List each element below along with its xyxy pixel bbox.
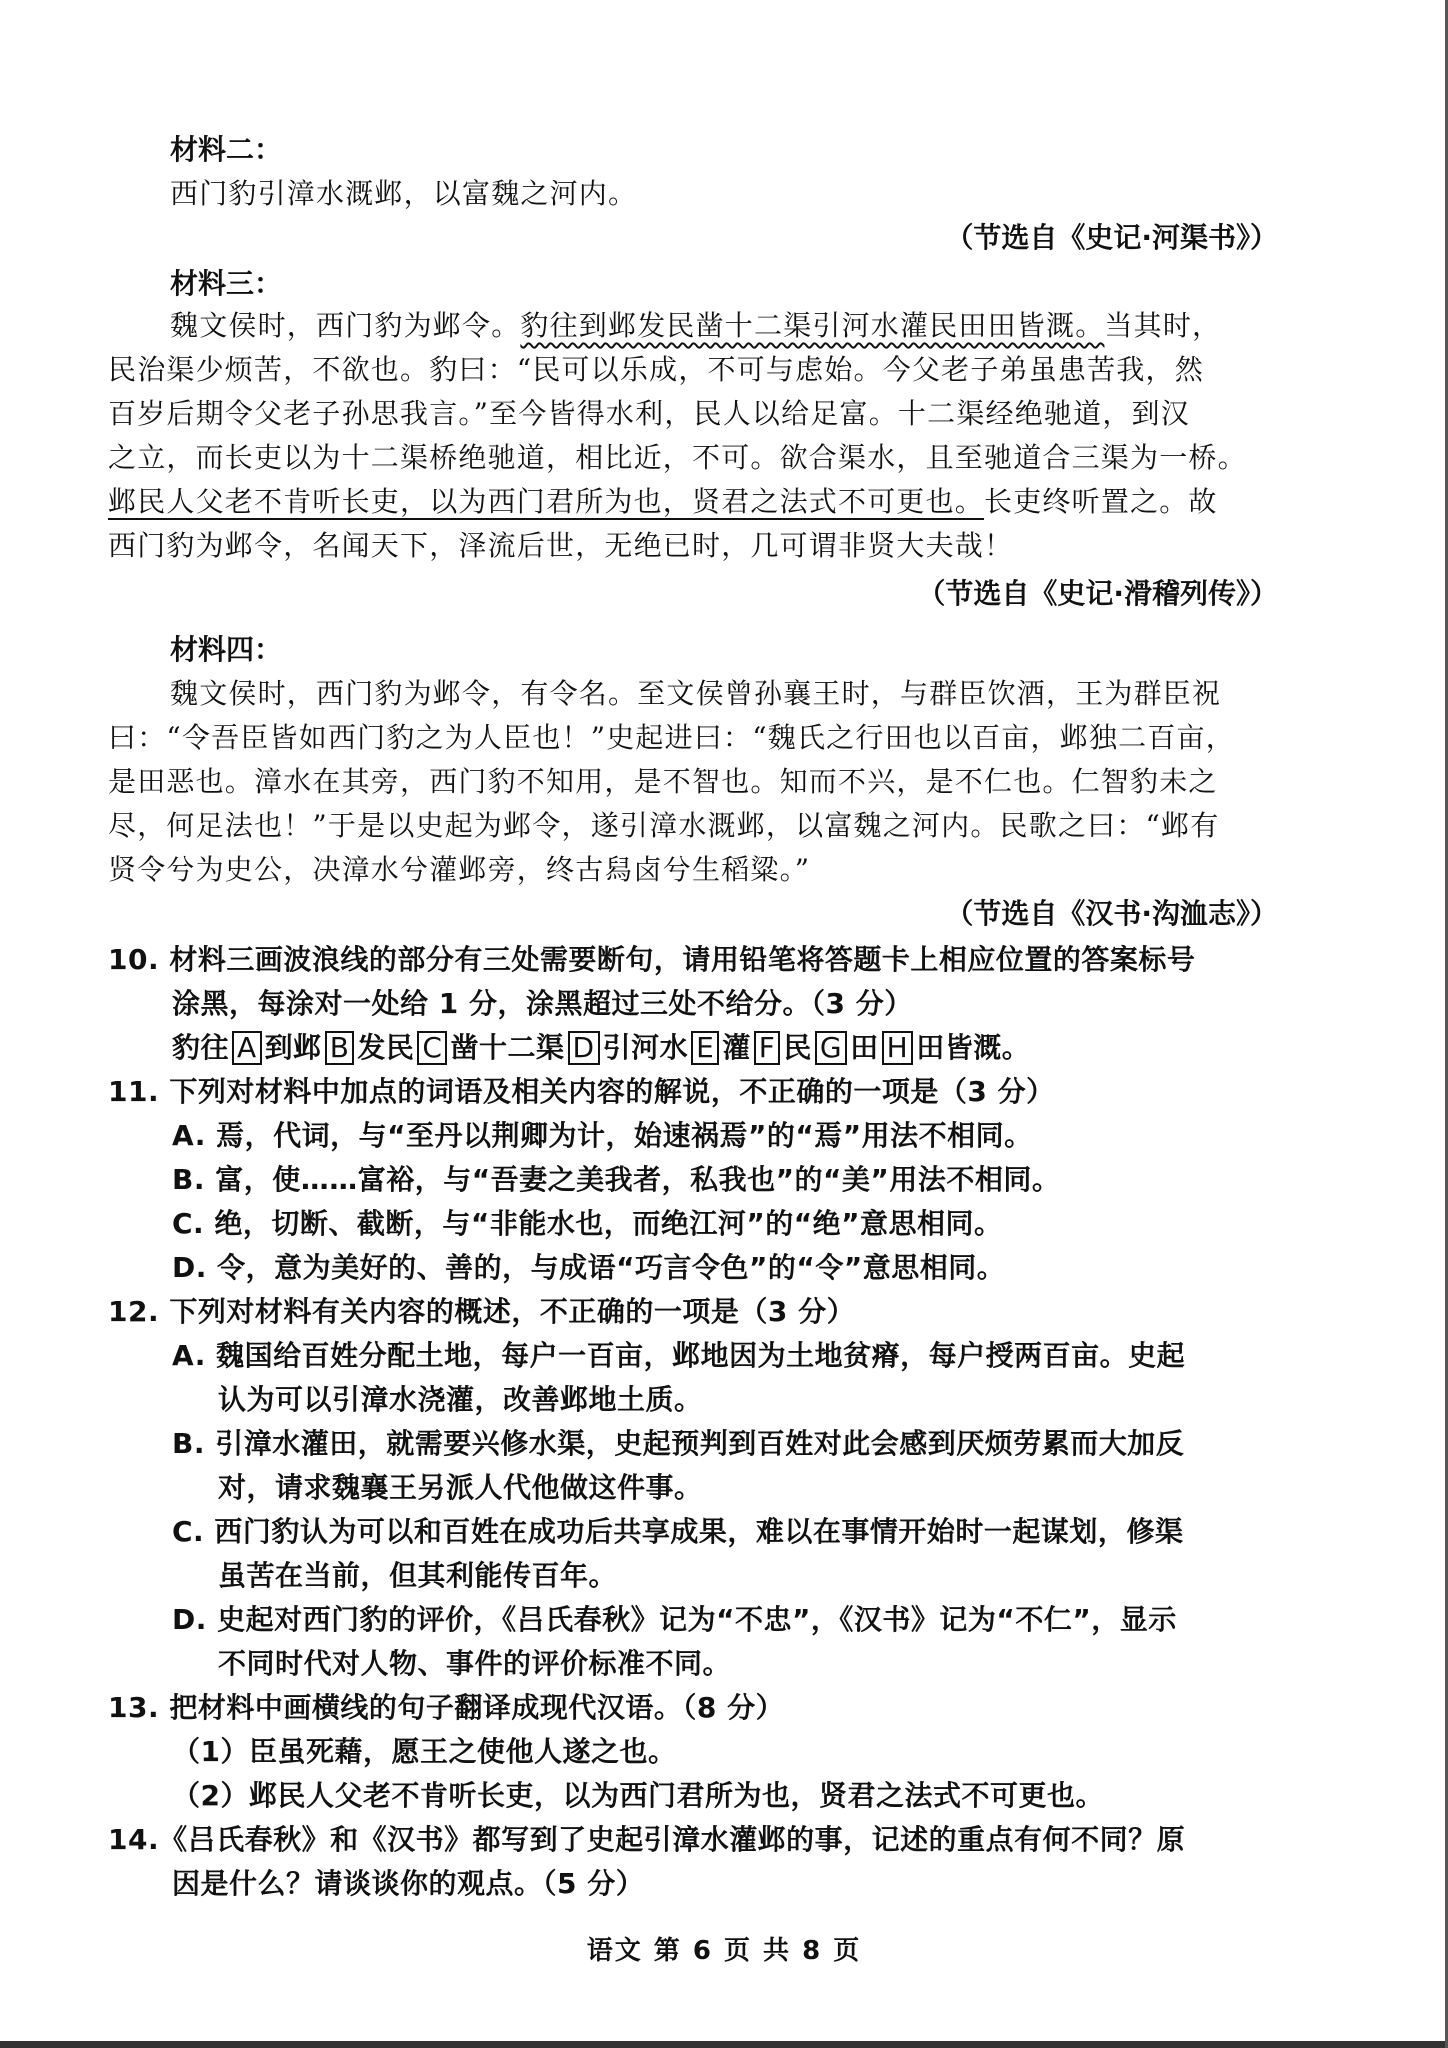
question-14-stem: 14.《吕氏春秋》和《汉书》都写到了史起引漳水灌邺的事，记述的重点有何不同？原	[108, 1823, 1186, 1856]
question-12	[108, 1290, 1308, 1686]
question-11-option-c: C. 绝，切断、截断，与“非能水也，而绝江河”的“绝”意思相同。	[172, 1207, 1003, 1240]
text-span: 当其时，	[1104, 309, 1222, 342]
answer-box-g[interactable]: G	[815, 1031, 847, 1065]
page-footer: 语文 第 6 页 共 8 页	[586, 1936, 862, 1966]
question-14	[108, 1818, 1308, 1906]
question-12-option-a-cont: 认为可以引漳水浇灌，改善邺地土质。	[218, 1383, 703, 1416]
wavy-underlined-sentence: 豹往到邺发民凿十二渠引河水灌民田田皆溉。	[520, 309, 1105, 342]
question-11	[108, 1070, 1308, 1290]
segment: 田	[850, 1031, 879, 1064]
material4-line: 贤令兮为史公，决漳水兮灌邺旁，终古舄卤兮生稻粱。”	[108, 853, 811, 886]
text-span: 魏文侯时，西门豹为邺令。	[170, 309, 521, 342]
material4-text	[108, 672, 1284, 892]
question-11-option-a: A. 焉，代词，与“至丹以荆卿为计，始速祸焉”的“焉”用法不相同。	[172, 1119, 1033, 1152]
segment: 到邺	[264, 1031, 322, 1064]
material4-line: 尽，何足法也！”于是以史起为邺令，遂引漳水溉邺，以富魏之河内。民歌之曰：“邺有	[108, 809, 1220, 842]
answer-box-f[interactable]: F	[754, 1031, 781, 1065]
question-12-option-d-cont: 不同时代对人物、事件的评价标准不同。	[218, 1647, 732, 1680]
question-13-stem: 13. 把材料中画横线的句子翻译成现代汉语。（8 分）	[108, 1691, 785, 1724]
material2-source: （节选自《史记·河渠书》）	[945, 221, 1278, 254]
segment: 豹往	[172, 1031, 230, 1064]
material3-line	[108, 304, 1284, 348]
question-12-option-a: A. 魏国给百姓分配土地，每户一百亩，邺地因为土地贫瘠，每户授两百亩。史起	[172, 1339, 1186, 1372]
material4-line: 魏文侯时，西门豹为邺令，有令名。至文侯曾孙襄王时，与群臣饮酒，王为群臣祝	[170, 677, 1222, 710]
answer-box-h[interactable]: H	[882, 1031, 914, 1065]
text-span: 长吏终听置之。故	[984, 485, 1218, 518]
question-13	[108, 1686, 1308, 1818]
material3-label: 材料三：	[170, 267, 283, 300]
material3-source: （节选自《史记·滑稽列传》）	[917, 577, 1278, 610]
material4-source: （节选自《汉书·沟洫志》）	[945, 897, 1278, 930]
question-10-stem-cont: 涂黑，每涂对一处给 1 分，涂黑超过三处不给分。（3 分）	[172, 987, 913, 1020]
question-10	[108, 938, 1308, 1070]
material2-line: 西门豹引漳水溉邺，以富魏之河内。	[170, 177, 638, 210]
answer-box-c[interactable]: C	[417, 1031, 447, 1065]
question-12-option-b-cont: 对，请求魏襄王另派人代他做这件事。	[218, 1471, 703, 1504]
material3-line: 西门豹为邺令，名闻天下，泽流后世，无绝已时，几可谓非贤大夫哉！	[108, 529, 1014, 562]
segment: 田皆溉。	[916, 1031, 1031, 1064]
scan-border-bottom	[0, 2041, 1448, 2048]
answer-box-e[interactable]: E	[691, 1031, 719, 1065]
material3-line	[108, 480, 1284, 524]
question-12-stem: 12. 下列对材料有关内容的概述，不正确的一项是（3 分）	[108, 1295, 856, 1328]
answer-box-a[interactable]: A	[232, 1031, 262, 1065]
question-14-stem-cont: 因是什么？请谈谈你的观点。（5 分）	[172, 1867, 645, 1900]
material3-text	[108, 304, 1284, 568]
question-11-stem: 11. 下列对材料中加点的词语及相关内容的解说，不正确的一项是（3 分）	[108, 1075, 1055, 1108]
material4-line: 曰：“令吾臣皆如西门豹之为人臣也！”史起进曰：“魏氏之行田也以百亩，邺独二百亩，	[108, 721, 1235, 754]
question-11-option-b: B. 富，使……富裕，与“吾妻之美我者，私我也”的“美”用法不相同。	[172, 1163, 1061, 1196]
question-12-option-b: B. 引漳水灌田，就需要兴修水渠，史起预判到百姓对此会感到厌烦劳累而大加反	[172, 1427, 1185, 1460]
segment: 灌	[722, 1031, 751, 1064]
material3-line: 百岁后期令父老子孙思我言。”至今皆得水利，民人以给足富。十二渠经绝驰道，到汉	[108, 397, 1190, 430]
question-10-stem: 10. 材料三画波浪线的部分有三处需要断句，请用铅笔将答题卡上相应位置的答案标号	[108, 943, 1196, 976]
answer-box-d[interactable]: D	[568, 1031, 600, 1065]
material3-line: 之立，而长吏以为十二渠桥绝驰道，相比近，不可。欲合渠水，且至驰道合三渠为一桥。	[108, 441, 1247, 474]
material3-line: 民治渠少烦苦，不欲也。豹曰：“民可以乐成，不可与虑始。今父老子弟虽患苦我，然	[108, 353, 1204, 386]
material2-label: 材料二：	[170, 133, 283, 166]
segment: 凿十二渠	[450, 1031, 565, 1064]
question-10-segmented-sentence	[108, 1026, 1308, 1070]
segment: 引河水	[602, 1031, 689, 1064]
material4-label: 材料四：	[170, 633, 283, 666]
answer-box-b[interactable]: B	[325, 1031, 355, 1065]
question-12-option-c-cont: 虽苦在当前，但其利能传百年。	[218, 1559, 618, 1592]
question-13-item-1: （1）臣虽死藉，愿王之使他人遂之也。	[172, 1735, 677, 1768]
segment: 发民	[357, 1031, 415, 1064]
material4-line: 是田恶也。漳水在其旁，西门豹不知用，是不智也。知而不兴，是不仁也。仁智豹未之	[108, 765, 1218, 798]
question-12-option-c: C. 西门豹认为可以和百姓在成功后共享成果，难以在事情开始时一起谋划，修渠	[172, 1515, 1184, 1548]
material2-text	[108, 172, 1284, 216]
question-12-option-d: D. 史起对西门豹的评价，《吕氏春秋》记为“不忠”，《汉书》记为“不仁”，显示	[172, 1603, 1177, 1636]
question-11-option-d: D. 令，意为美好的、善的，与成语“巧言令色”的“令”意思相同。	[172, 1251, 1006, 1284]
question-13-item-2: （2）邺民人父老不肯听长吏，以为西门君所为也，贤君之法式不可更也。	[172, 1779, 1104, 1812]
underlined-sentence: 邺民人父老不肯听长吏，以为西门君所为也，贤君之法式不可更也。	[108, 485, 985, 518]
segment: 民	[783, 1031, 812, 1064]
